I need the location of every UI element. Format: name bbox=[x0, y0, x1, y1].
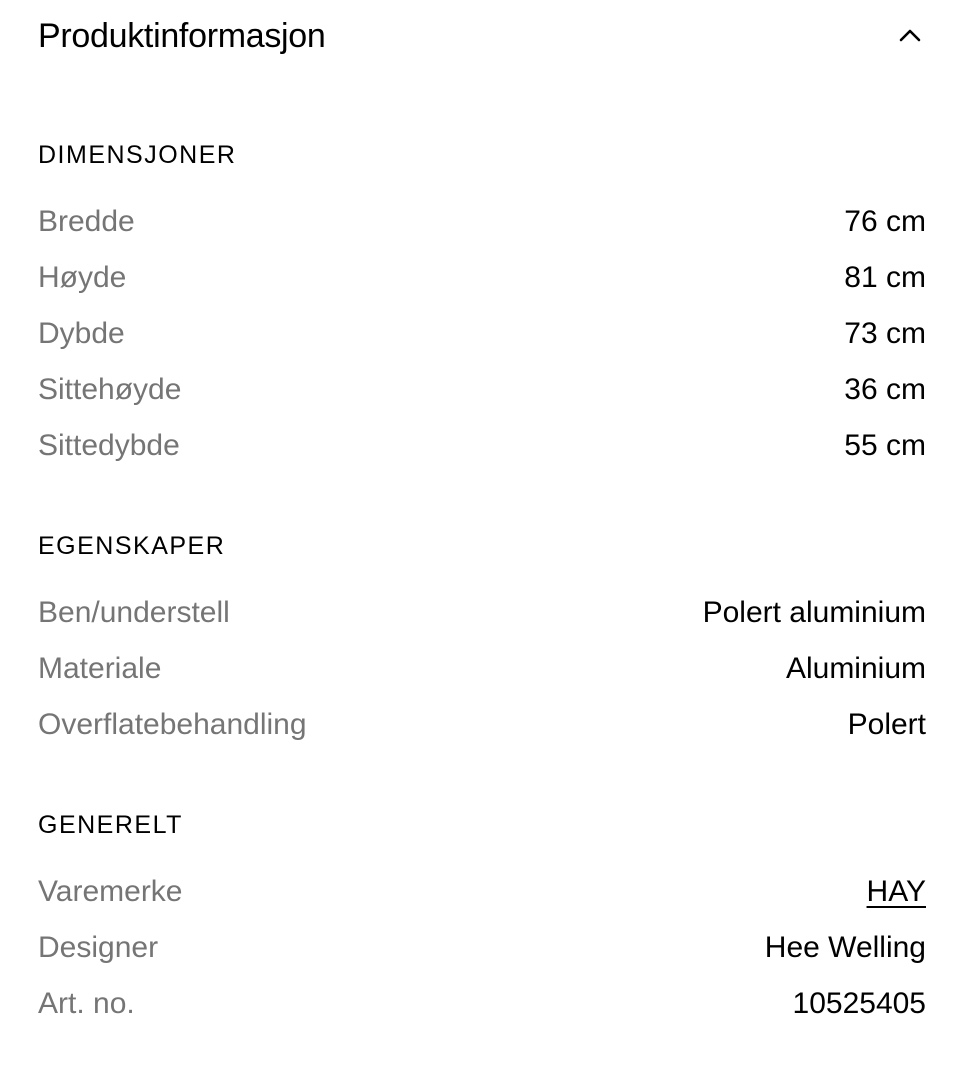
spec-row bbox=[38, 864, 926, 920]
brand-link[interactable]: HAY bbox=[866, 875, 926, 908]
chevron-up-icon[interactable] bbox=[896, 21, 924, 49]
spec-label: Dybde bbox=[38, 317, 125, 350]
spec-value: Polert aluminium bbox=[702, 596, 926, 629]
spec-value: 76 cm bbox=[844, 205, 926, 238]
properties-title: EGENSKAPER bbox=[38, 532, 226, 560]
spec-row bbox=[38, 697, 926, 753]
spec-row bbox=[38, 250, 926, 306]
spec-value: Aluminium bbox=[785, 652, 926, 685]
spec-row bbox=[38, 976, 926, 1032]
spec-row bbox=[38, 920, 926, 976]
spec-value: Polert bbox=[847, 708, 926, 741]
dimensions-title: DIMENSJONER bbox=[38, 141, 237, 169]
spec-label: Sittehøyde bbox=[38, 373, 182, 406]
spec-value: 36 cm bbox=[844, 373, 926, 406]
spec-value: 10525405 bbox=[792, 987, 926, 1020]
spec-label: Art. no. bbox=[38, 987, 135, 1020]
spec-label: Høyde bbox=[38, 261, 127, 294]
spec-value bbox=[867, 875, 926, 909]
spec-label: Bredde bbox=[38, 205, 135, 238]
general-title: GENERELT bbox=[38, 811, 183, 839]
section-heading: Produktinformasjon bbox=[38, 16, 326, 55]
spec-value: 81 cm bbox=[844, 261, 926, 294]
spec-row bbox=[38, 306, 926, 362]
spec-label: Ben/understell bbox=[38, 596, 230, 629]
properties-section bbox=[38, 531, 926, 753]
spec-label: Designer bbox=[38, 931, 159, 964]
spec-label: Sittedybde bbox=[38, 429, 180, 462]
spec-value: Hee Welling bbox=[764, 931, 926, 964]
spec-row bbox=[38, 585, 926, 641]
spec-row bbox=[38, 641, 926, 697]
spec-label: Varemerke bbox=[38, 875, 183, 908]
product-info-accordion-header[interactable] bbox=[38, 0, 926, 70]
spec-label: Overflatebehandling bbox=[38, 708, 307, 741]
spec-row bbox=[38, 362, 926, 418]
spec-value: 73 cm bbox=[844, 317, 926, 350]
spec-value: 55 cm bbox=[844, 429, 926, 462]
spec-label: Materiale bbox=[38, 652, 162, 685]
general-section bbox=[38, 810, 926, 1032]
spec-row bbox=[38, 418, 926, 474]
dimensions-section bbox=[38, 140, 926, 474]
spec-row bbox=[38, 194, 926, 250]
